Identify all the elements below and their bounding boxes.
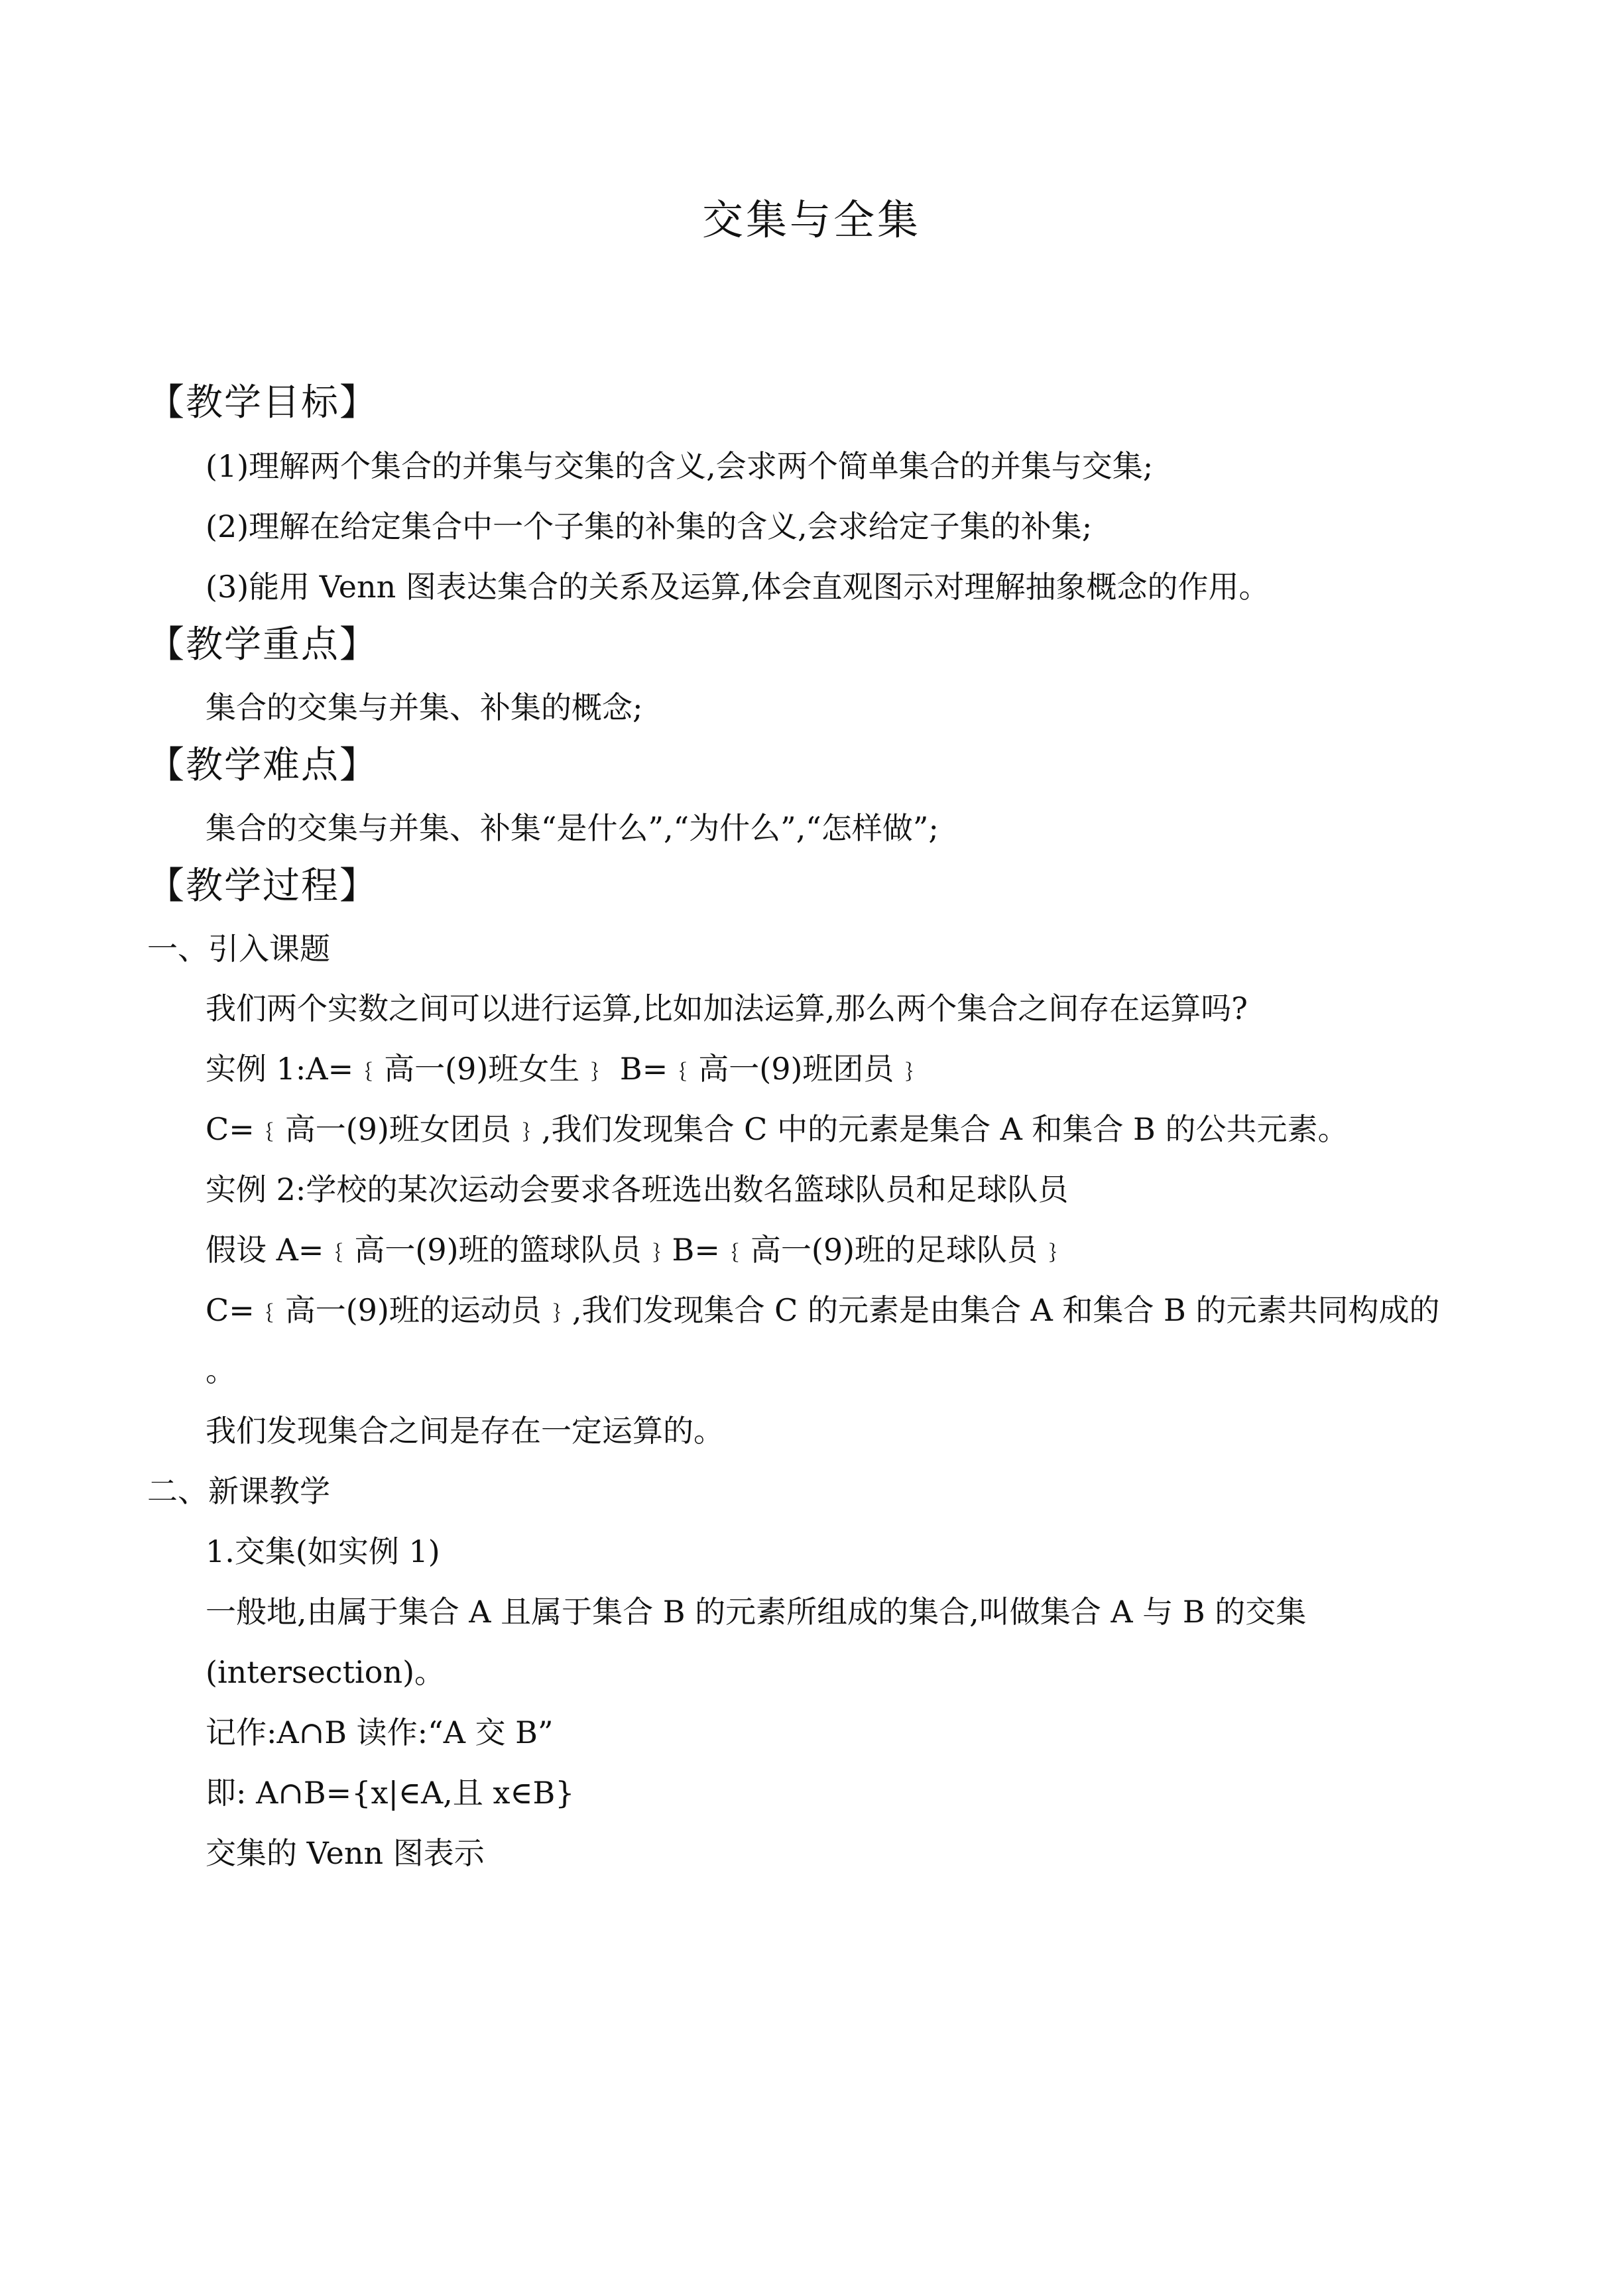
heading-difficult-points: 【教学难点】 — [147, 744, 378, 787]
heading-teaching-goals: 【教学目标】 — [147, 381, 378, 424]
section-title-intro: 一、引入课题 — [147, 931, 330, 967]
intro-line: 实例 2:学校的某次运动会要求各班选出数名篮球队员和足球队员 — [206, 1172, 1069, 1207]
heading-key-points: 【教学重点】 — [147, 623, 378, 666]
goal-line-3: (3)能用 Venn 图表达集合的关系及运算,体会直观图示对理解抽象概念的作用。 — [206, 569, 1270, 605]
lesson-line: (intersection)。 — [206, 1654, 446, 1690]
intro-line: 实例 1:A=﹛高一(9)班女生﹜ B=﹛高一(9)班团员﹜ — [206, 1051, 925, 1087]
goal-line-1: (1)理解两个集合的并集与交集的含义,会求两个简单集合的并集与交集; — [206, 448, 1154, 484]
difficult-point-line: 集合的交集与并集、补集“是什么”,“为什么”,“怎样做”; — [206, 810, 939, 846]
intro-line: 假设 A=﹛高一(9)班的篮球队员﹜B=﹛高一(9)班的足球队员﹜ — [206, 1232, 1069, 1268]
section-title-new-lesson: 二、新课教学 — [147, 1473, 330, 1509]
intro-line: 。 — [206, 1353, 236, 1388]
intro-line: C=﹛高一(9)班的运动员﹜,我们发现集合 C 的元素是由集合 A 和集合 B 的元素共同构成的 — [206, 1292, 1440, 1328]
key-point-line: 集合的交集与并集、补集的概念; — [206, 690, 643, 725]
intro-line: 我们发现集合之间是存在一定运算的。 — [206, 1413, 724, 1449]
goal-line-2: (2)理解在给定集合中一个子集的补集的含义,会求给定子集的补集; — [206, 509, 1093, 544]
page-title: 交集与全集 — [701, 196, 921, 244]
intro-line: C=﹛高一(9)班女团员﹜,我们发现集合 C 中的元素是集合 A 和集合 B 的公共元素。 — [206, 1111, 1349, 1147]
intro-line: 我们两个实数之间可以进行运算,比如加法运算,那么两个集合之间存在运算吗? — [206, 991, 1248, 1026]
lesson-line: 即: A∩B={x|∈A,且 x∈B} — [206, 1775, 575, 1811]
heading-teaching-process: 【教学过程】 — [147, 865, 378, 908]
lesson-line: 记作:A∩B 读作:“A 交 B” — [206, 1715, 554, 1750]
lesson-line: 交集的 Venn 图表示 — [206, 1835, 485, 1871]
lesson-line: 一般地,由属于集合 A 且属于集合 B 的元素所组成的集合,叫做集合 A 与 B 的交集 — [206, 1594, 1307, 1630]
lesson-line: 1.交集(如实例 1) — [206, 1534, 440, 1569]
